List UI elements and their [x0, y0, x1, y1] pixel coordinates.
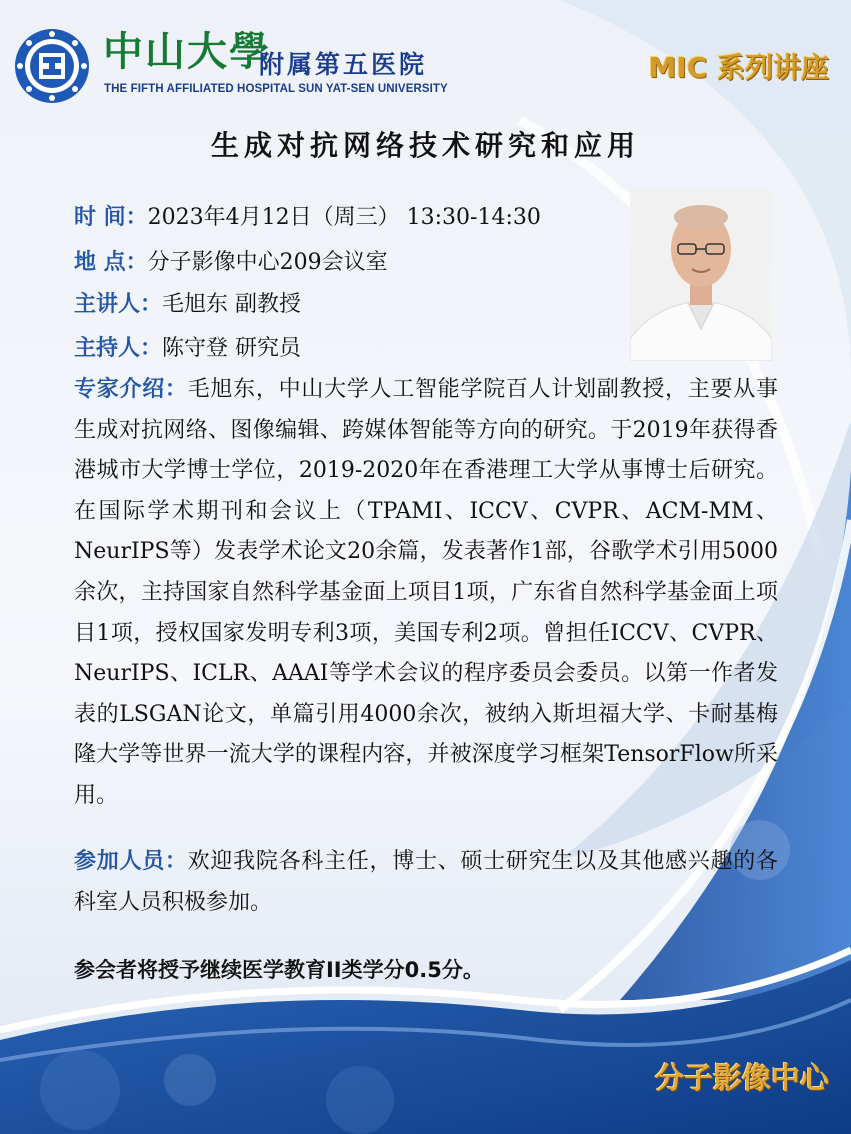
- place-label: 地 点：: [74, 250, 148, 275]
- host-value: 陈守登 研究员: [162, 336, 302, 361]
- hospital-name-cn: 附属第五医院: [259, 50, 428, 79]
- credit-note: 参会者将授予继续医学教育II类学分0.5分。: [74, 958, 484, 982]
- intro-label: 专家介绍：: [74, 377, 188, 402]
- speaker-introduction: [74, 370, 778, 817]
- attendees-text: 欢迎我院各科主任，博士、硕士研究生以及其他感兴趣的各科室人员积极参加。: [74, 849, 778, 915]
- host-row: [74, 334, 301, 364]
- footer-department: 分子影像中心: [654, 1061, 829, 1095]
- speaker-row: [74, 290, 301, 320]
- time-value: 2023年4月12日（周三） 13:30-14:30: [147, 205, 541, 230]
- hospital-emblem-icon: [14, 28, 90, 104]
- attendees-label: 参加人员：: [74, 849, 188, 874]
- lecture-title: 生成对抗网络技术研究和应用: [210, 129, 640, 162]
- intro-text: 毛旭东，中山大学人工智能学院百人计划副教授，主要从事生成对抗网络、图像编辑、跨媒体智能等方向的研究。于2019年获得香港城市大学博士学位，2019-2020年在香港理工大学从事博士后研究。在国际学术期刊和会议上（TPAMI、ICCV、CVPR、ACM-MM、NeurIPS等）发表学术论文20余篇，发表著作1部，谷歌学术引用5000余次，主持国家自然科学基金面上项目1项，广东省自然科学基金面上项目1项，授权国家发明专利3项，美国专利2项。曾担任ICCV、CVPR、NeurIPS、ICLR、AAAI等学术会议的程序委员会委员。以第一作者发表的LSGAN论文，单篇引用4000余次，被纳入斯坦福大学、卡耐基梅隆大学等世界一流大学的课程内容，并被深度学习框架TensorFlow所采用。: [74, 377, 778, 808]
- attendees-section: [74, 842, 778, 923]
- speaker-label: 主讲人：: [74, 292, 163, 317]
- time-row: [74, 203, 541, 233]
- series-label: MIC 系列讲座: [648, 51, 829, 84]
- speaker-photo: [630, 189, 772, 361]
- place-value: 分子影像中心209会议室: [147, 250, 388, 275]
- host-label: 主持人：: [74, 336, 163, 361]
- time-label: 时 间：: [74, 205, 148, 230]
- speaker-value: 毛旭东 副教授: [162, 292, 302, 317]
- university-name-cn: 中山大學: [103, 28, 271, 75]
- hospital-name-en: THE FIFTH AFFILIATED HOSPITAL SUN YAT-SEN UNIVERSITY: [104, 83, 448, 95]
- place-row: [74, 248, 388, 278]
